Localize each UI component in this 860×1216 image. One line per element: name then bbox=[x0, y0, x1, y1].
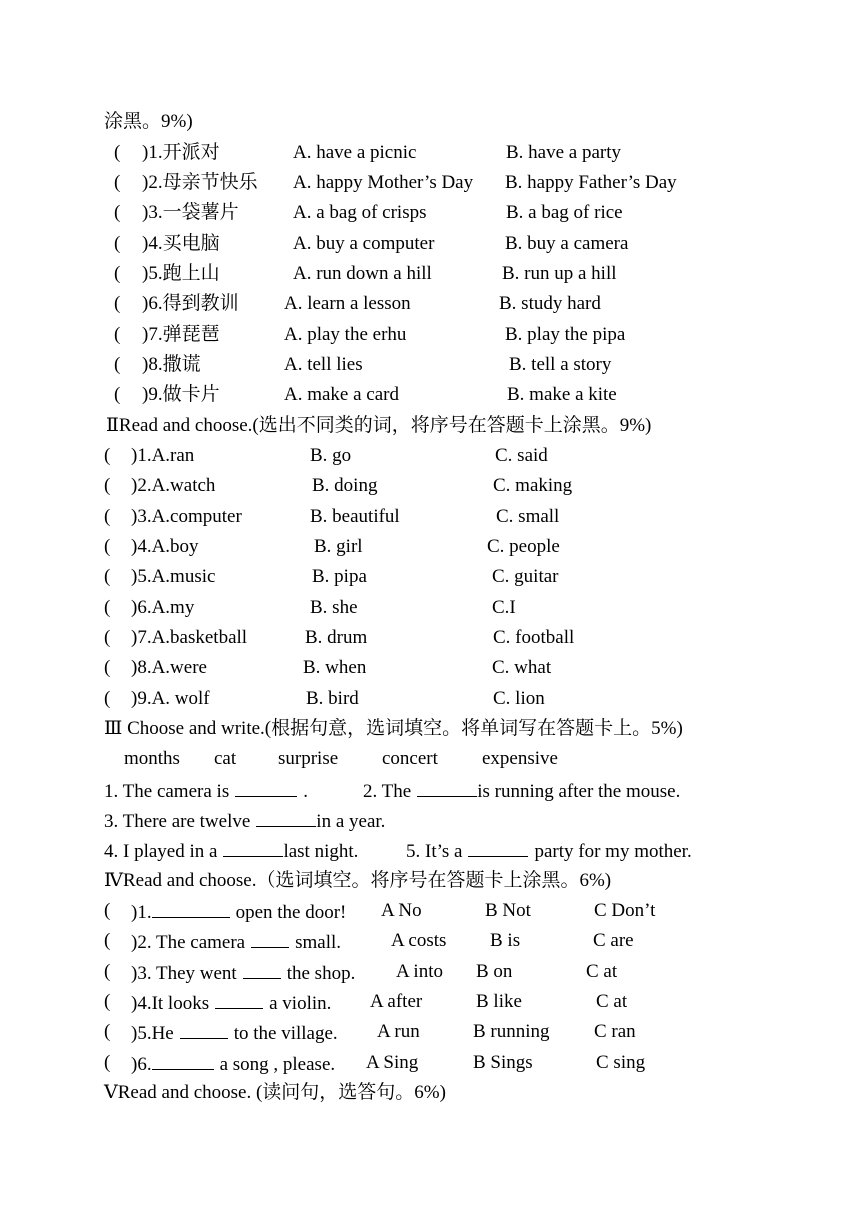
option-a: )1.A.ran bbox=[131, 445, 195, 466]
word-bank-item: months bbox=[124, 748, 180, 769]
blank-line[interactable] bbox=[243, 960, 281, 979]
answer-paren[interactable]: ( bbox=[114, 354, 121, 375]
question-stem: )6. a song , please. bbox=[131, 1051, 335, 1077]
option-c: C. lion bbox=[493, 688, 545, 709]
item-number-cn: )8.撒谎 bbox=[142, 354, 201, 375]
option-c: C sing bbox=[596, 1052, 646, 1073]
answer-paren[interactable]: ( bbox=[114, 142, 121, 163]
answer-paren[interactable]: ( bbox=[114, 233, 121, 254]
question-stem: )5.He to the village. bbox=[131, 1020, 338, 1046]
answer-paren[interactable]: ( bbox=[104, 445, 111, 466]
option-b: B. go bbox=[310, 445, 352, 466]
option-c: C. making bbox=[493, 475, 573, 496]
item-number-cn: )5.跑上山 bbox=[142, 263, 220, 284]
option-b: B on bbox=[476, 961, 513, 982]
item-number-cn: )7.弹琵琶 bbox=[142, 324, 220, 345]
option-c: C. people bbox=[487, 536, 560, 557]
option-b: B. bird bbox=[306, 688, 359, 709]
option-a: )6.A.my bbox=[131, 597, 195, 618]
item-number-cn: )2.母亲节快乐 bbox=[142, 172, 258, 193]
question-stem: )2. The camera small. bbox=[131, 929, 341, 955]
question-stem: )1. open the door! bbox=[131, 899, 346, 925]
answer-paren[interactable]: ( bbox=[104, 1052, 111, 1073]
sentence-5: 5. It’s a party for my mother. bbox=[406, 838, 692, 864]
option-c: C are bbox=[593, 930, 634, 951]
answer-paren[interactable]: ( bbox=[114, 202, 121, 223]
option-a: A. play the erhu bbox=[284, 324, 407, 345]
option-a: )4.A.boy bbox=[131, 536, 199, 557]
option-b: B. beautiful bbox=[310, 506, 400, 527]
blank-line[interactable] bbox=[215, 990, 263, 1009]
option-a: A. happy Mother’s Day bbox=[293, 172, 474, 193]
answer-paren[interactable]: ( bbox=[114, 263, 121, 284]
option-b: B. pipa bbox=[312, 566, 367, 587]
blank-line[interactable] bbox=[468, 838, 528, 857]
option-a: A. run down a hill bbox=[293, 263, 432, 284]
option-a: )8.A.were bbox=[131, 657, 207, 678]
option-c: C. small bbox=[496, 506, 560, 527]
option-a: A. tell lies bbox=[284, 354, 363, 375]
blank-line[interactable] bbox=[256, 808, 316, 827]
blank-line[interactable] bbox=[152, 1051, 214, 1070]
answer-paren[interactable]: ( bbox=[104, 657, 111, 678]
option-b: B. tell a story bbox=[509, 354, 612, 375]
question-stem: )4.It looks a violin. bbox=[131, 990, 331, 1016]
option-b: B. study hard bbox=[499, 293, 601, 314]
option-a: A. make a card bbox=[284, 384, 399, 405]
option-a: A run bbox=[377, 1021, 420, 1042]
word-bank-item: cat bbox=[214, 748, 237, 769]
option-c: C. said bbox=[495, 445, 548, 466]
option-a: A No bbox=[381, 900, 422, 921]
option-b: B. a bag of rice bbox=[506, 202, 623, 223]
answer-paren[interactable]: ( bbox=[104, 475, 111, 496]
sentence-3: 3. There are twelve in a year. bbox=[104, 808, 385, 834]
word-bank-item: concert bbox=[382, 748, 438, 769]
answer-paren[interactable]: ( bbox=[104, 688, 111, 709]
blank-line[interactable] bbox=[180, 1020, 228, 1039]
answer-paren[interactable]: ( bbox=[104, 597, 111, 618]
option-c: C. what bbox=[492, 657, 552, 678]
answer-paren[interactable]: ( bbox=[104, 930, 111, 951]
option-b: B. doing bbox=[312, 475, 378, 496]
option-b: B. play the pipa bbox=[505, 324, 626, 345]
answer-paren[interactable]: ( bbox=[104, 506, 111, 527]
option-c: C at bbox=[596, 991, 628, 1012]
option-b: B running bbox=[473, 1021, 550, 1042]
option-c: C at bbox=[586, 961, 618, 982]
option-a: A. buy a computer bbox=[293, 233, 435, 254]
item-number-cn: )3.一袋薯片 bbox=[142, 202, 239, 223]
option-c: C. guitar bbox=[492, 566, 559, 587]
blank-line[interactable] bbox=[417, 778, 477, 797]
question-stem: )3. They went the shop. bbox=[131, 960, 355, 986]
sentence-1: 1. The camera is . bbox=[104, 778, 308, 804]
item-number-cn: )6.得到教训 bbox=[142, 293, 239, 314]
option-a: )7.A.basketball bbox=[131, 627, 248, 648]
option-b: B Not bbox=[485, 900, 531, 921]
option-b: B. buy a camera bbox=[505, 233, 629, 254]
blank-line[interactable] bbox=[223, 838, 283, 857]
option-a: )9.A. wolf bbox=[131, 688, 210, 709]
blank-line[interactable] bbox=[251, 929, 289, 948]
option-c: C ran bbox=[594, 1021, 636, 1042]
option-b: B like bbox=[476, 991, 522, 1012]
option-c: C. football bbox=[493, 627, 575, 648]
answer-paren[interactable]: ( bbox=[104, 961, 111, 982]
option-a: A Sing bbox=[366, 1052, 419, 1073]
answer-paren[interactable]: ( bbox=[104, 991, 111, 1012]
option-a: )3.A.computer bbox=[131, 506, 242, 527]
answer-paren[interactable]: ( bbox=[114, 384, 121, 405]
option-a: A after bbox=[370, 991, 423, 1012]
blank-line[interactable] bbox=[235, 778, 297, 797]
option-b: B. make a kite bbox=[507, 384, 617, 405]
answer-paren[interactable]: ( bbox=[104, 536, 111, 557]
option-b: B. when bbox=[303, 657, 367, 678]
answer-paren[interactable]: ( bbox=[114, 172, 121, 193]
option-b: B. have a party bbox=[506, 142, 622, 163]
sentence-2: 2. The is running after the mouse. bbox=[363, 778, 680, 804]
answer-paren[interactable]: ( bbox=[104, 566, 111, 587]
word-bank-item: surprise bbox=[278, 748, 339, 769]
item-number-cn: )4.买电脑 bbox=[142, 233, 220, 254]
option-b: B Sings bbox=[473, 1052, 533, 1073]
option-b: B. happy Father’s Day bbox=[505, 172, 677, 193]
answer-paren[interactable]: ( bbox=[114, 324, 121, 345]
item-number-cn: )9.做卡片 bbox=[142, 384, 220, 405]
option-a: A. have a picnic bbox=[293, 142, 417, 163]
option-a: A into bbox=[396, 961, 443, 982]
sentence-4: 4. I played in a last night. bbox=[104, 838, 358, 864]
option-a: )5.A.music bbox=[131, 566, 216, 587]
option-c: C Don’t bbox=[594, 900, 656, 921]
item-number-cn: )1.开派对 bbox=[142, 142, 220, 163]
option-b: B. drum bbox=[305, 627, 368, 648]
word-bank-item: expensive bbox=[482, 748, 558, 769]
option-a: A. learn a lesson bbox=[284, 293, 411, 314]
option-a: )2.A.watch bbox=[131, 475, 216, 496]
blank-line[interactable] bbox=[152, 899, 230, 918]
option-a: A. a bag of crisps bbox=[293, 202, 427, 223]
option-b: B. run up a hill bbox=[502, 263, 617, 284]
option-b: B. she bbox=[310, 597, 358, 618]
answer-paren[interactable]: ( bbox=[104, 1021, 111, 1042]
answer-paren[interactable]: ( bbox=[104, 900, 111, 921]
answer-paren[interactable]: ( bbox=[114, 293, 121, 314]
option-b: B is bbox=[490, 930, 521, 951]
option-a: A costs bbox=[391, 930, 447, 951]
option-c: C.I bbox=[492, 597, 516, 618]
answer-paren[interactable]: ( bbox=[104, 627, 111, 648]
option-b: B. girl bbox=[314, 536, 363, 557]
